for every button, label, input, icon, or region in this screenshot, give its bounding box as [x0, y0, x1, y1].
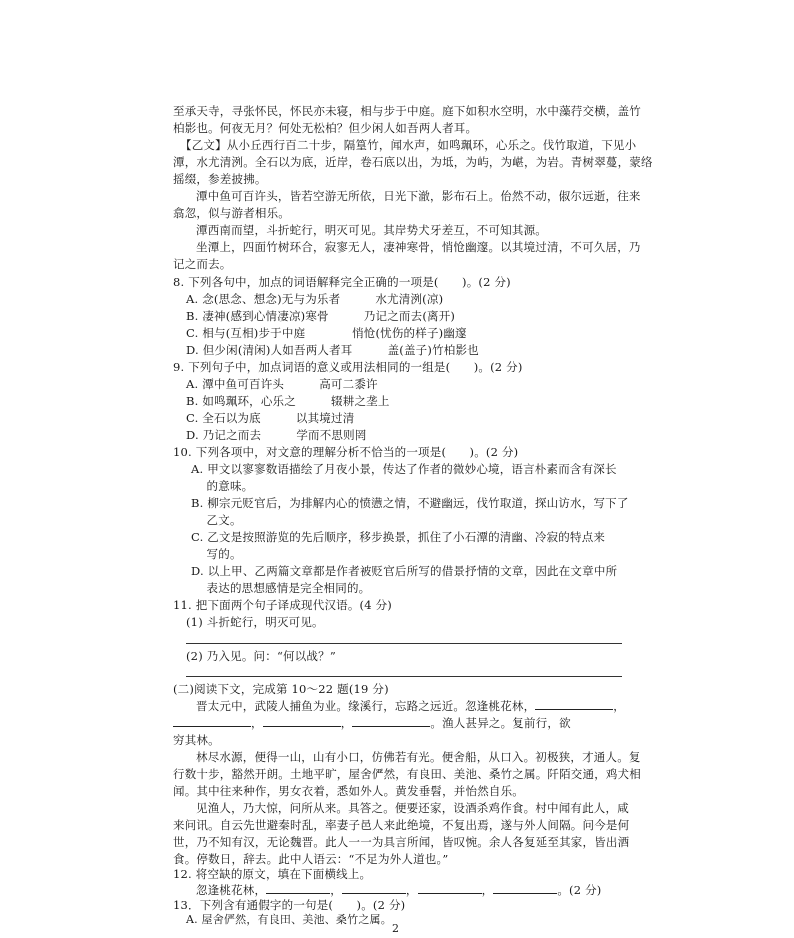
q10-option-a-1: A. 甲文以寥寥数语描绘了月夜小景，传达了作者的微妙心境，语言朴素而含有深长 [191, 462, 617, 476]
section2-p3-line-3: 世，乃不知有汉，无论魏晋。此人一一为具言所闻，皆叹惋。余人各复延至其家，皆出酒 [173, 835, 630, 849]
q12-fill-line: 忽逢桃花林， ， ， ， 。(2 分) [196, 883, 602, 897]
section2-p2-line-1: 林尽水源，便得一山，山有小口，仿佛若有光。便舍船，从口入。初极狭，才通人。复 [196, 750, 641, 764]
q11-sentence-2: (2) 乃入见。问：“何以战？” [186, 649, 336, 663]
section2-p2-line-2: 行数十步，豁然开朗。土地平旷，屋舍俨然，有良田、美池、桑竹之属。阡陌交通，鸡犬相 [173, 767, 641, 781]
q8-option-a: A. 念(思念、想念)无与为乐者 水尤清洌(凉) [186, 292, 444, 306]
q9-stem: 9. 下列句子中，加点词语的意义或用法相同的一组是( )。(2 分) [173, 360, 523, 374]
q12-suffix: 。(2 分) [557, 883, 602, 897]
q10-option-b-2: 乙文。 [191, 513, 242, 527]
q12-blank-2[interactable] [342, 883, 406, 894]
p1-blank-1[interactable] [535, 699, 613, 710]
p1-blank-2[interactable] [173, 716, 251, 727]
q10-stem: 10. 下列各项中，对文意的理解分析不恰当的一项是( )。(2 分) [173, 445, 519, 459]
section2-p3-line-2: 来问讯。自云先世避秦时乱，率妻子邑人来此绝境，不复出焉，遂与外人间隔。问今是何 [173, 818, 630, 832]
q13-option-a: A. 屋舍俨然，有良田、美池、桑竹之属。 [186, 913, 392, 926]
q10-option-d-2: 表达的思想感情是完全相同的。 [191, 581, 371, 595]
yi-line-1: 【乙文】从小丘西行百二十步，隔篁竹，闻水声，如鸣珮环，心乐之。伐竹取道，下见小 [180, 138, 637, 152]
q8-option-b: B. 凄神(感到心情凄凉)寒骨 乃记之而去(离开) [186, 309, 456, 323]
section2-p1-line-2: ， ， 。渔人甚异之。复前行，欲 [173, 716, 571, 730]
p1-blank-4[interactable] [352, 716, 430, 727]
q9-option-a: A. 潭中鱼可百许头 高可二黍许 [186, 377, 378, 391]
q9-option-d: D. 乃记之而去 学而不思则罔 [186, 428, 367, 442]
yi-line-3: 摇缀，参差披拂。 [173, 172, 267, 186]
q11-sentence-1: (1) 斗折蛇行，明灭可见。 [186, 615, 324, 629]
q10-option-b-1: B. 柳宗元贬官后，为排解内心的愤懑之情，不避幽远，伐竹取道，探山访水，写下了 [191, 496, 629, 510]
section2-p1-text-b: 。渔人甚异之。复前行，欲 [430, 716, 571, 730]
q9-option-c: C. 全石以为底 以其境过清 [186, 411, 355, 425]
section2-header: (二)阅读下文，完成第 10～22 题(19 分) [173, 682, 389, 696]
q8-option-c: C. 相与(互相)步于中庭 悄怆(忧伤的样子)幽邃 [186, 326, 467, 340]
section2-p3-line-4: 食。停数日，辞去。此中人语云：“不足为外人道也。” [173, 852, 449, 866]
yi-line-4: 潭中鱼可百许头，皆若空游无所依，日光下澈，影布石上。佁然不动，俶尔远逝，往来 [196, 189, 641, 203]
section2-p1-line-3: 穷其林。 [173, 733, 220, 747]
q8-option-d: D. 但少闲(清闲)人如吾两人者耳 盖(盖子)竹柏影也 [186, 343, 479, 357]
section2-p1-line-1: 晋太元中，武陵人捕鱼为业。缘溪行，忘路之远近。忽逢桃花林， ， [196, 699, 625, 713]
q8-stem: 8. 下列各句中，加点的词语解释完全正确的一项是( )。(2 分) [173, 275, 511, 289]
jia-line-1: 至承天寺，寻张怀民，怀民亦未寝，相与步于中庭。庭下如积水空明，水中藻荇交横，盖竹 [173, 104, 641, 118]
q11-answer-line-2[interactable] [186, 676, 622, 677]
yi-line-6: 潭西南而望，斗折蛇行，明灭可见。其岸势犬牙差互，不可知其源。 [196, 223, 547, 237]
q10-option-a-2: 的意味。 [191, 479, 254, 493]
p1-blank-3[interactable] [263, 716, 341, 727]
section2-p3-line-1: 见渔人，乃大惊，问所从来。具答之。便要还家，设酒杀鸡作食。村中闻有此人，咸 [196, 801, 629, 815]
q12-stem: 12. 将空缺的原文，填在下面横线上。 [173, 867, 372, 881]
section2-p2-line-3: 闻。其中往来种作，男女衣着，悉如外人。黄发垂髫，并怡然自乐。 [173, 784, 524, 798]
yi-line-5: 翕忽，似与游者相乐。 [173, 206, 290, 220]
q11-answer-line-1[interactable] [186, 643, 622, 644]
yi-line-7: 坐潭上，四面竹树环合，寂寥无人，凄神寒骨，悄怆幽邃。以其境过清，不可久居，乃 [196, 240, 641, 254]
q12-blank-3[interactable] [418, 883, 482, 894]
q10-option-d-1: D. 以上甲、乙两篇文章都是作者被贬官后所写的借景抒情的文章，因此在文章中所 [191, 564, 618, 578]
section2-p1-text-a: 晋太元中，武陵人捕鱼为业。缘溪行，忘路之远近。忽逢桃花林， [196, 699, 536, 713]
q11-stem: 11. 把下面两个句子译成现代汉语。(4 分) [173, 598, 392, 612]
yi-line-8: 记之而去。 [173, 257, 232, 271]
page-number: 2 [392, 922, 399, 935]
q12-blank-1[interactable] [266, 883, 330, 894]
q10-option-c-2: 写的。 [191, 547, 242, 561]
jia-line-2: 柏影也。何夜无月？何处无松柏？但少闲人如吾两人者耳。 [173, 121, 478, 135]
q12-blank-4[interactable] [493, 883, 557, 894]
q12-prefix: 忽逢桃花林， [196, 883, 267, 897]
q10-option-c-1: C. 乙文是按照游览的先后顺序，移步换景，抓住了小石潭的清幽、冷寂的特点来 [191, 530, 606, 544]
q13-stem: 13．下列含有通假字的一句是( )。(2 分) [173, 898, 406, 912]
q9-option-b: B. 如鸣珮环，心乐之 辍耕之垄上 [186, 394, 390, 408]
yi-line-2: 潭，水尤清洌。全石以为底，近岸，卷石底以出，为坻，为屿，为嵁，为岩。青树翠蔓，蒙络 [173, 155, 653, 169]
